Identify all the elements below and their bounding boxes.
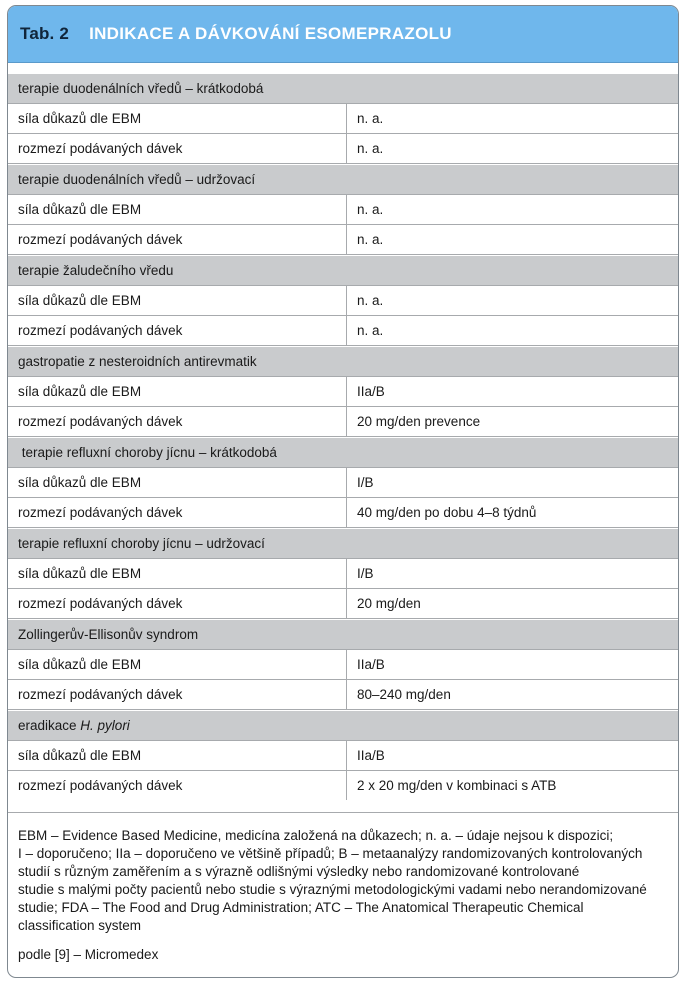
footnote-line: I – doporučeno; IIa – doporučeno ve většině případů; B – metaanalýzy randomizovaných kontrolovaných <box>18 846 643 861</box>
row-value: IIa/B <box>357 748 385 763</box>
table-number: Tab. 2 <box>20 24 70 43</box>
row-label: rozmezí podávaných dávek <box>8 407 347 436</box>
section-title-prefix: eradikace <box>18 718 81 733</box>
table-row <box>8 225 678 255</box>
row-value: n. a. <box>357 141 384 156</box>
row-value: IIa/B <box>357 657 385 672</box>
section-header: terapie duodenálních vředů – krátkodobá <box>8 73 678 104</box>
section-header: terapie duodenálních vředů – udržovací <box>8 164 678 195</box>
row-label: síla důkazů dle EBM <box>8 468 347 497</box>
section-title-italic: H. pylori <box>80 718 130 733</box>
section-header: terapie žaludečního vředu <box>8 255 678 286</box>
indications-table <box>8 73 678 800</box>
footnote-line: studie; FDA – The Food and Drug Administration; ATC – The Anatomical Therapeutic Chemical <box>18 900 584 915</box>
table-row <box>8 377 678 407</box>
row-label: síla důkazů dle EBM <box>8 741 347 770</box>
footnote-line: studií s různým zaměřením a s výrazně odlišnými výsledky nebo randomizované kontrolované <box>18 864 580 879</box>
row-label: síla důkazů dle EBM <box>8 377 347 406</box>
row-label: síla důkazů dle EBM <box>8 559 347 588</box>
table-row <box>8 771 678 800</box>
section-header: terapie refluxní choroby jícnu – udržovací <box>8 528 678 559</box>
row-value: n. a. <box>357 293 384 308</box>
section-header <box>8 710 678 741</box>
table-row <box>8 559 678 589</box>
table-row <box>8 680 678 710</box>
footnote-line: studie s malými počty pacientů nebo studie s výraznými metodologickými vadami nebo nerandomizované <box>18 882 647 897</box>
row-label: rozmezí podávaných dávek <box>8 680 347 709</box>
row-value: I/B <box>357 566 374 581</box>
table-row <box>8 468 678 498</box>
row-label: rozmezí podávaných dávek <box>8 316 347 345</box>
section-title: terapie refluxní choroby jícnu – krátkodobá <box>18 445 277 460</box>
table-row <box>8 316 678 346</box>
table-header <box>8 6 678 63</box>
table-row <box>8 650 678 680</box>
table-row <box>8 498 678 528</box>
table-row <box>8 589 678 619</box>
row-label: rozmezí podávaných dávek <box>8 134 347 163</box>
row-label: rozmezí podávaných dávek <box>8 498 347 527</box>
footnote-line: classification system <box>18 918 142 933</box>
row-value: n. a. <box>357 111 384 126</box>
row-label: síla důkazů dle EBM <box>8 286 347 315</box>
row-label: rozmezí podávaných dávek <box>8 771 347 800</box>
table-card <box>7 5 679 978</box>
row-label: rozmezí podávaných dávek <box>8 589 347 618</box>
table-title: INDIKACE A DÁVKOVÁNÍ ESOMEPRAZOLU <box>89 24 452 43</box>
row-value: n. a. <box>357 202 384 217</box>
footnote <box>8 813 678 935</box>
row-label: síla důkazů dle EBM <box>8 104 347 133</box>
row-value: 40 mg/den po dobu 4–8 týdnů <box>357 505 537 520</box>
row-value: n. a. <box>357 323 384 338</box>
table-row <box>8 407 678 437</box>
source-note: podle [9] – Micromedex <box>18 947 159 962</box>
row-value: n. a. <box>357 232 384 247</box>
footnote-line: EBM – Evidence Based Medicine, medicína založená na důkazech; n. a. – údaje nejsou k dispozici; <box>18 828 614 843</box>
table-row <box>8 134 678 164</box>
row-value: I/B <box>357 475 374 490</box>
section-header: gastropatie z nesteroidních antirevmatik <box>8 346 678 377</box>
row-label: síla důkazů dle EBM <box>8 195 347 224</box>
table-row <box>8 195 678 225</box>
row-label: síla důkazů dle EBM <box>8 650 347 679</box>
table-row <box>8 104 678 134</box>
row-label: rozmezí podávaných dávek <box>8 225 347 254</box>
row-value: 80–240 mg/den <box>357 687 451 702</box>
section-header <box>8 437 678 468</box>
table-row <box>8 286 678 316</box>
row-value: 20 mg/den <box>357 596 421 611</box>
section-header: Zollingerův-Ellisonův syndrom <box>8 619 678 650</box>
table-row <box>8 741 678 771</box>
row-value: IIa/B <box>357 384 385 399</box>
row-value: 2 x 20 mg/den v kombinaci s ATB <box>357 778 557 793</box>
row-value: 20 mg/den prevence <box>357 414 481 429</box>
